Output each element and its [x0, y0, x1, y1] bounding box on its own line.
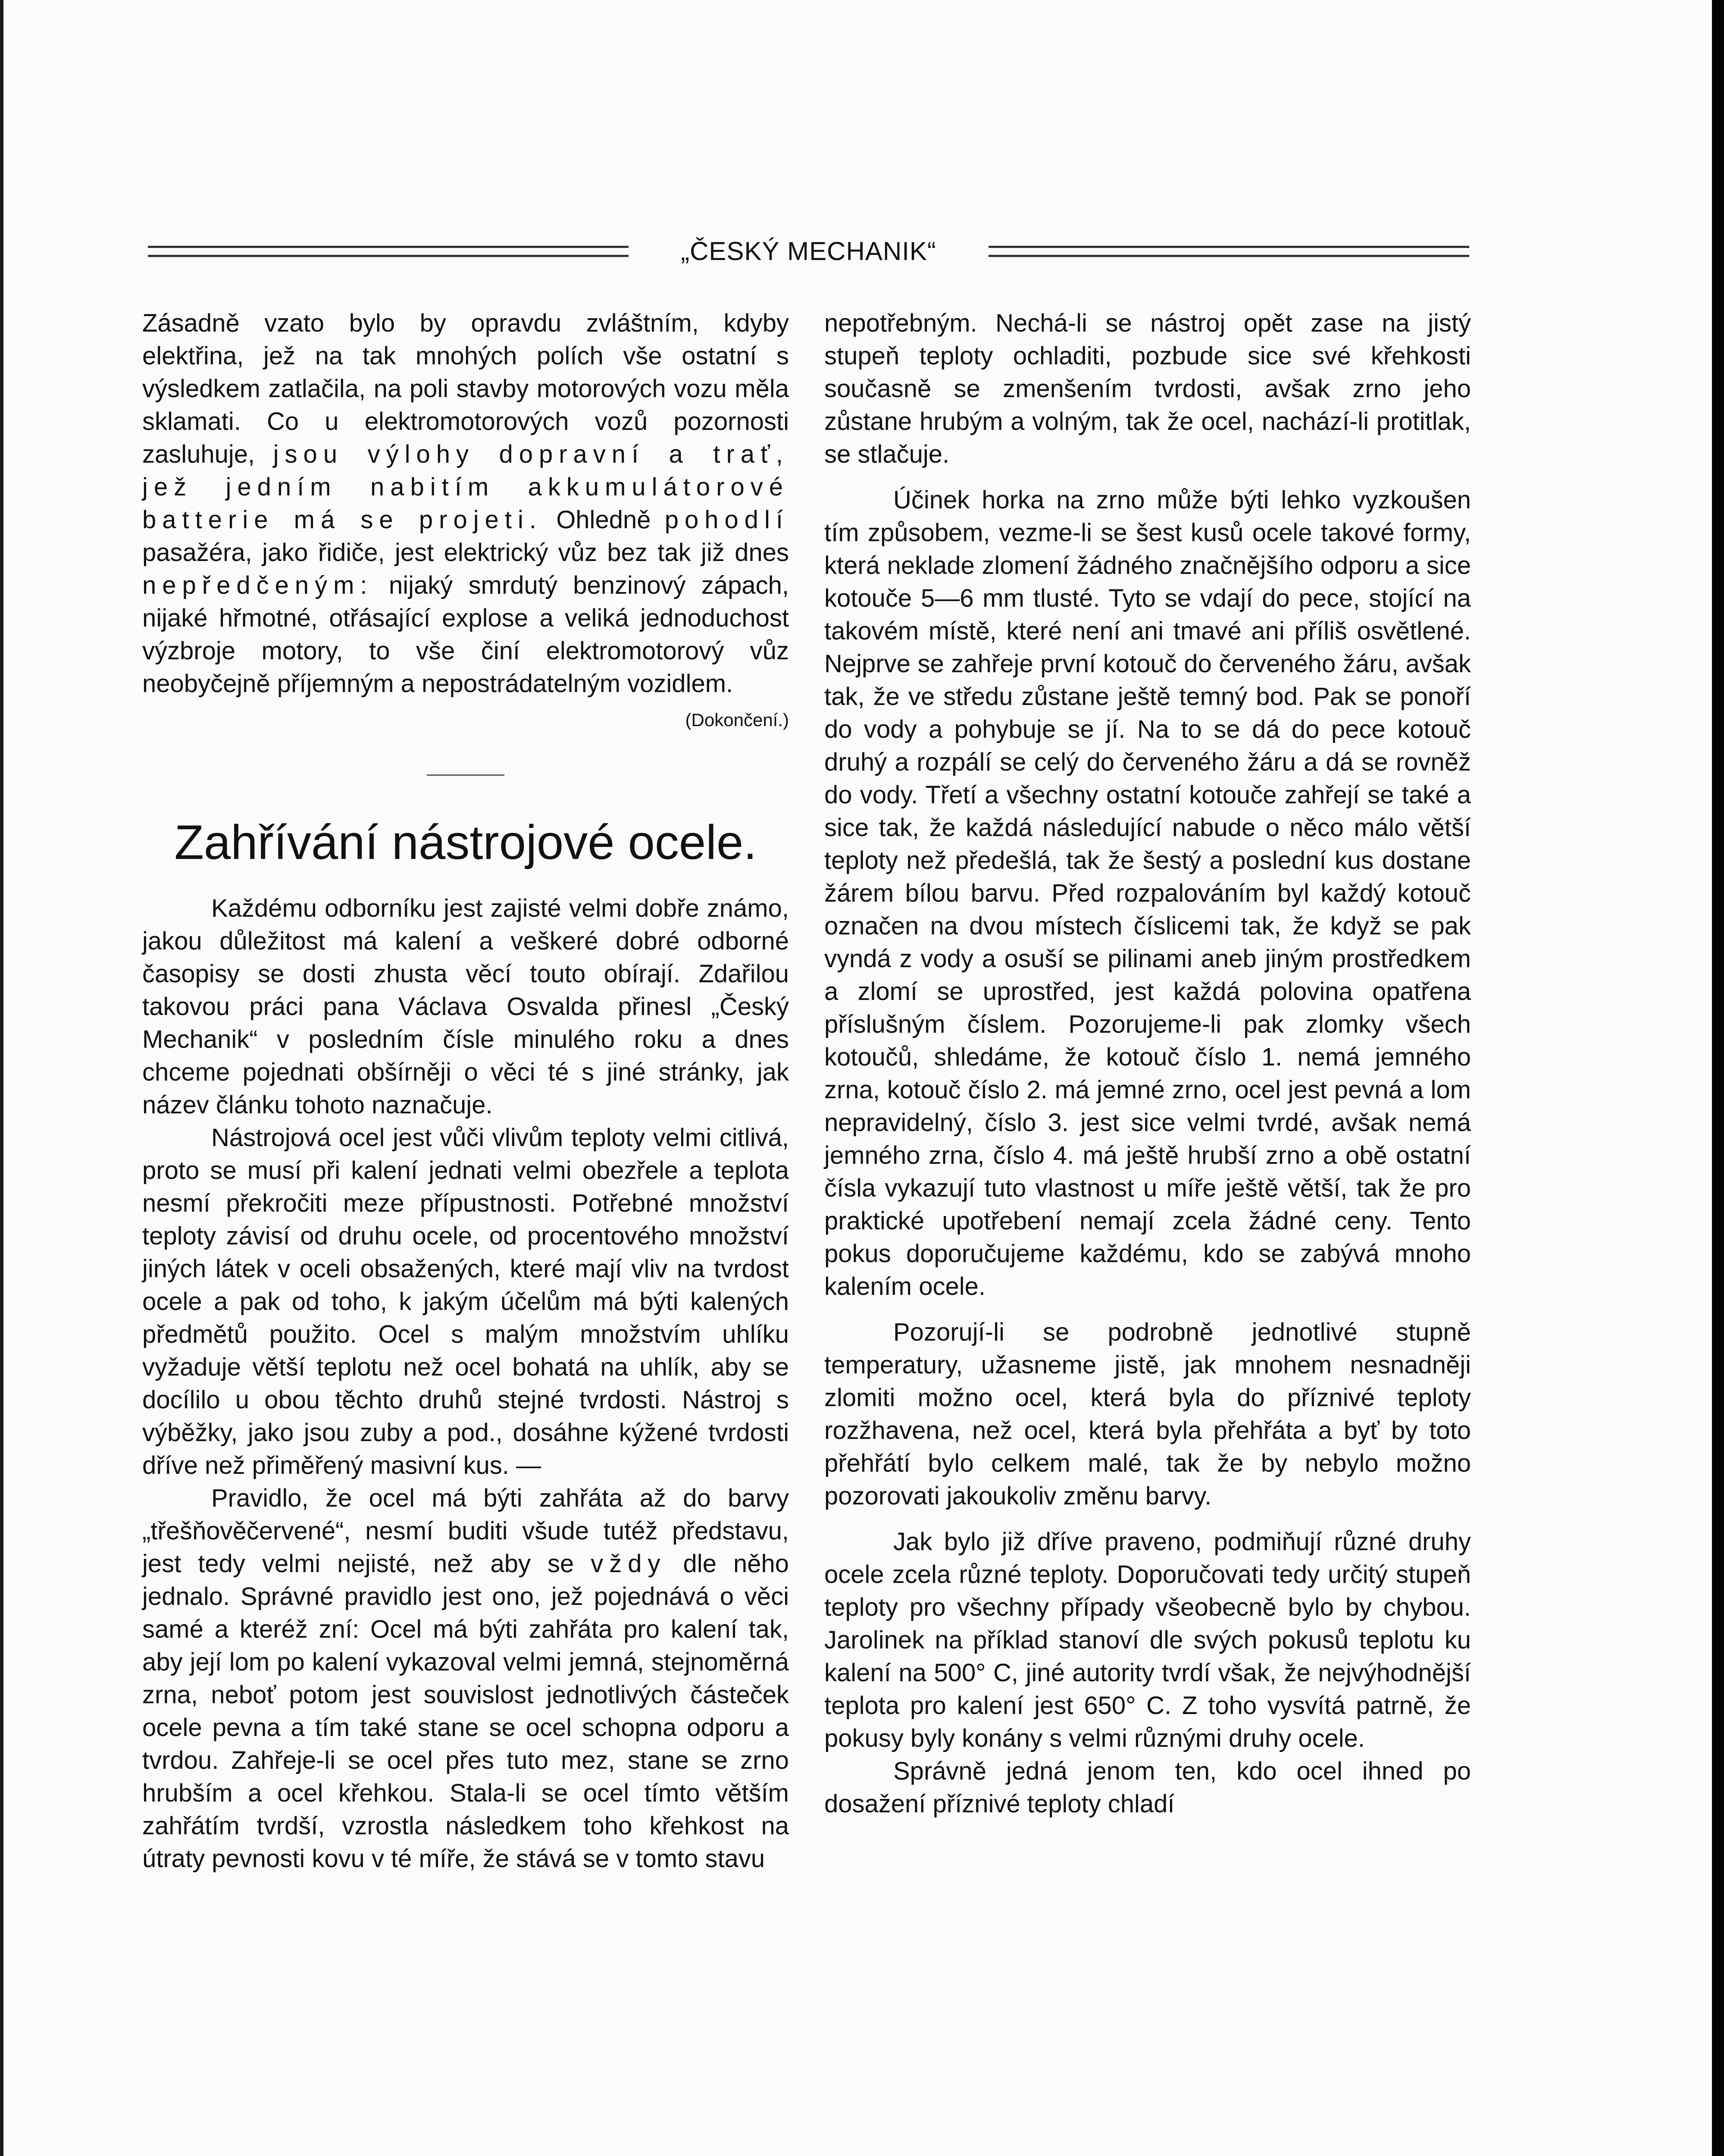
article-paragraph-8: Správně jedná jenom ten, kdo ocel ihned po dosažení příznivé teploty chladí [824, 1757, 1471, 1818]
left-column [142, 307, 789, 1875]
paragraph-3-text-a: Pravidlo, že ocel má býti zahřáta až do barvy „třešňověčervené“, nesmí buditi všude tutéž představu, jest tedy velmi nejisté, než aby se [142, 1484, 789, 1578]
intro-emphasis-3: nepředčeným: [142, 571, 373, 599]
header-rule-right [989, 246, 1469, 257]
intro-text-2: Ohledně [556, 506, 651, 534]
article-paragraph-1: Každému odborníku jest zajisté velmi dobře známo, jakou důležitost má kalení a veškeré dobré odborné časopisy se dosti zhusta věcí touto obírají. Zdařilou takovou práci pana Václava Osvalda přinesl „Český Mechanik“ v posledním čísle minulého roku a dnes chceme pojednati obšírněji o věci té s jiné stránky, jak název článku tohoto naznačuje. [142, 894, 789, 1119]
article-paragraph-5: Účinek horka na zrno může býti lehko vyzkoušen tím způsobem, vezme-li se šest kusů ocele takové formy, která neklade zlomení žádného značnějšího odporu a sice kotouče 5—6 mm tlusté. Tyto se vdají do pece, stojící na takovém místě, které není ani tmavé ani příliš osvětlené. Nejprve se zahřeje první kotouč do červeného žáru, avšak tak, že ve středu zůstane ještě temný bod. Pak se ponoří do vody a pohybuje se jí. Na to se dá do pece kotouč druhý a rozpálí se celý do červeného žáru a dá se rovněž do vody. Třetí a všechny ostatní kotouče zahřejí se také a sice tak, že každá následující nabude o něco málo větší teploty než předešlá, tak že šestý a poslední kus dostane žárem bílou barvu. Před rozpalováním byl každý kotouč označen na dvou místech číslicemi tak, že když se pak vyndá z vody a osuší se pilinami aneb jiným prostředkem a zlomí se uprostřed, jest každá polovina opatřena příslušným číslem. Pozorujeme-li pak zlomky všech kotoučů, shledáme, že kotouč číslo 1. nemá jemného zrna, kotouč číslo 2. má jemné zrno, ocel jest pevná a lom nepravidelný, číslo 3. jest sice velmi tvrdé, avšak nemá jemného zrna, číslo 4. má ještě hrubší zrno a obě ostatní čísla vykazují tuto vlastnost u míře ještě větší, tak že pro praktické upotřebení nemají zcela žádné ceny. Tento pokus doporučujeme každému, kdo se zabývá mnoho kalením ocele. [824, 486, 1471, 1300]
intro-emphasis-2: pohodlí [664, 506, 789, 534]
article-paragraph-2: Nástrojová ocel jest vůči vlivům teploty velmi citlivá, proto se musí při kalení jednati velmi obezřele a teplota nesmí překročiti meze přípustnosti. Potřebné množství teploty závisí od druhu ocele, od procentového množství jiných látek v oceli obsažených, které mají vliv na tvrdost ocele a pak od toho, k jakým účelům má býti kalených předmětů použito. Ocel s malým množstvím uhlíku vyžaduje větší teplotu než ocel bohatá na uhlík, aby se docílilo u obou těchto druhů stejné tvrdosti. Nástroj s výběžky, jako jsou zuby a pod., dosáhne kýžené tvrdosti dříve než přiměřený masivní kus. — [142, 1124, 789, 1479]
paragraph-3-text-b: dle něho jednalo. Správné pravidlo jest ono, jež pojednává o věci samé a kteréž zní: Ocel má býti zahřáta pro kalení tak, aby její lom po kalení vykazoval velmi jemná, stejnoměrná zrna, neboť potom jest souvislost jednotlivých částeček ocele pevna a tím také stane se ocel schopna odporu a tvrdou. Zahřeje-li se ocel přes tuto mez, stane se zrno hrubším a ocel křehkou. Stala-li se ocel tímto větším zahřátím tvrdší, vzrostla následkem toho křehkost na útraty pevnosti kovu v té míře, že stává se v tomto stavu [142, 1550, 789, 1873]
page-sheet [3, 0, 1712, 2156]
article-title: Zahřívání nástrojové ocele. [174, 815, 757, 869]
right-column [824, 307, 1471, 1821]
article-paragraph-6: Pozorují-li se podrobně jednotlivé stupně temperatury, užasneme jistě, jak mnohem nesnadněji zlomiti možno ocel, která byla do příznivé teploty rozžhavena, než ocel, která byla přehřáta a byť by toto přehřátí bylo celkem malé, tak že by nebylo možno pozorovati jakoukoliv změnu barvy. [824, 1318, 1471, 1510]
running-header [148, 236, 1469, 266]
paragraph-3-emphasis: vždy [591, 1550, 666, 1578]
scan-edge-right [1712, 0, 1724, 2156]
journal-title: „ČESKÝ MECHANIK“ [681, 237, 936, 266]
section-divider [427, 774, 504, 776]
intro-emphasis-1: jsou výlohy dopravní a trať, jež jedním nabitím akkumulátorové batterie má se projeti. [142, 440, 789, 534]
header-rule-left [148, 246, 629, 257]
intro-paragraph [142, 307, 789, 730]
intro-text-4: nijaký smrdutý benzinový zápach, nijaké hřmotné, otřásající explose a veliká jednoduchost výzbroje motory, to vše činí elektromotorový vůz neobyčejně příjemným a nepostrádatelným vozidlem. [142, 571, 789, 698]
article-paragraph-4: nepotřebným. Nechá-li se nástroj opět zase na jistý stupeň teploty ochladiti, pozbude sice své křehkosti současně se zmenšením tvrdosti, avšak zrno jeho zůstane hrubým a volným, tak že ocel, nachází-li protitlak, se stlačuje. [824, 309, 1471, 468]
continuation-note: (Dokončení.) [685, 710, 789, 730]
intro-text-1: Zásadně vzato bylo by opravdu zvláštním, kdyby elektřina, jež na tak mnohých polích vše ostatní s výsledkem zatlačila, na poli stavby motorových vozu měla sklamati. Co u elektromotorových vozů pozornosti zasluhuje, [142, 309, 789, 468]
article-paragraph-7: Jak bylo již dříve praveno, podmiňují různé druhy ocele zcela různé teploty. Doporučovati tedy určitý stupeň teploty pro všechny případy všeobecně bylo by chybou. Jarolinek na příklad stanoví dle svých pokusů teplotu ku kalení na 500° C, jiné autority tvrdí však, že nejvýhodnější teplota pro kalení jest 650° C. Z toho vysvítá patrně, že pokusy byly konány s velmi různými druhy ocele. [824, 1528, 1471, 1752]
article-paragraph-3 [142, 1482, 789, 1875]
intro-text-3: pasažéra, jako řidiče, jest elektrický vůz bez tak již dnes [142, 539, 789, 567]
